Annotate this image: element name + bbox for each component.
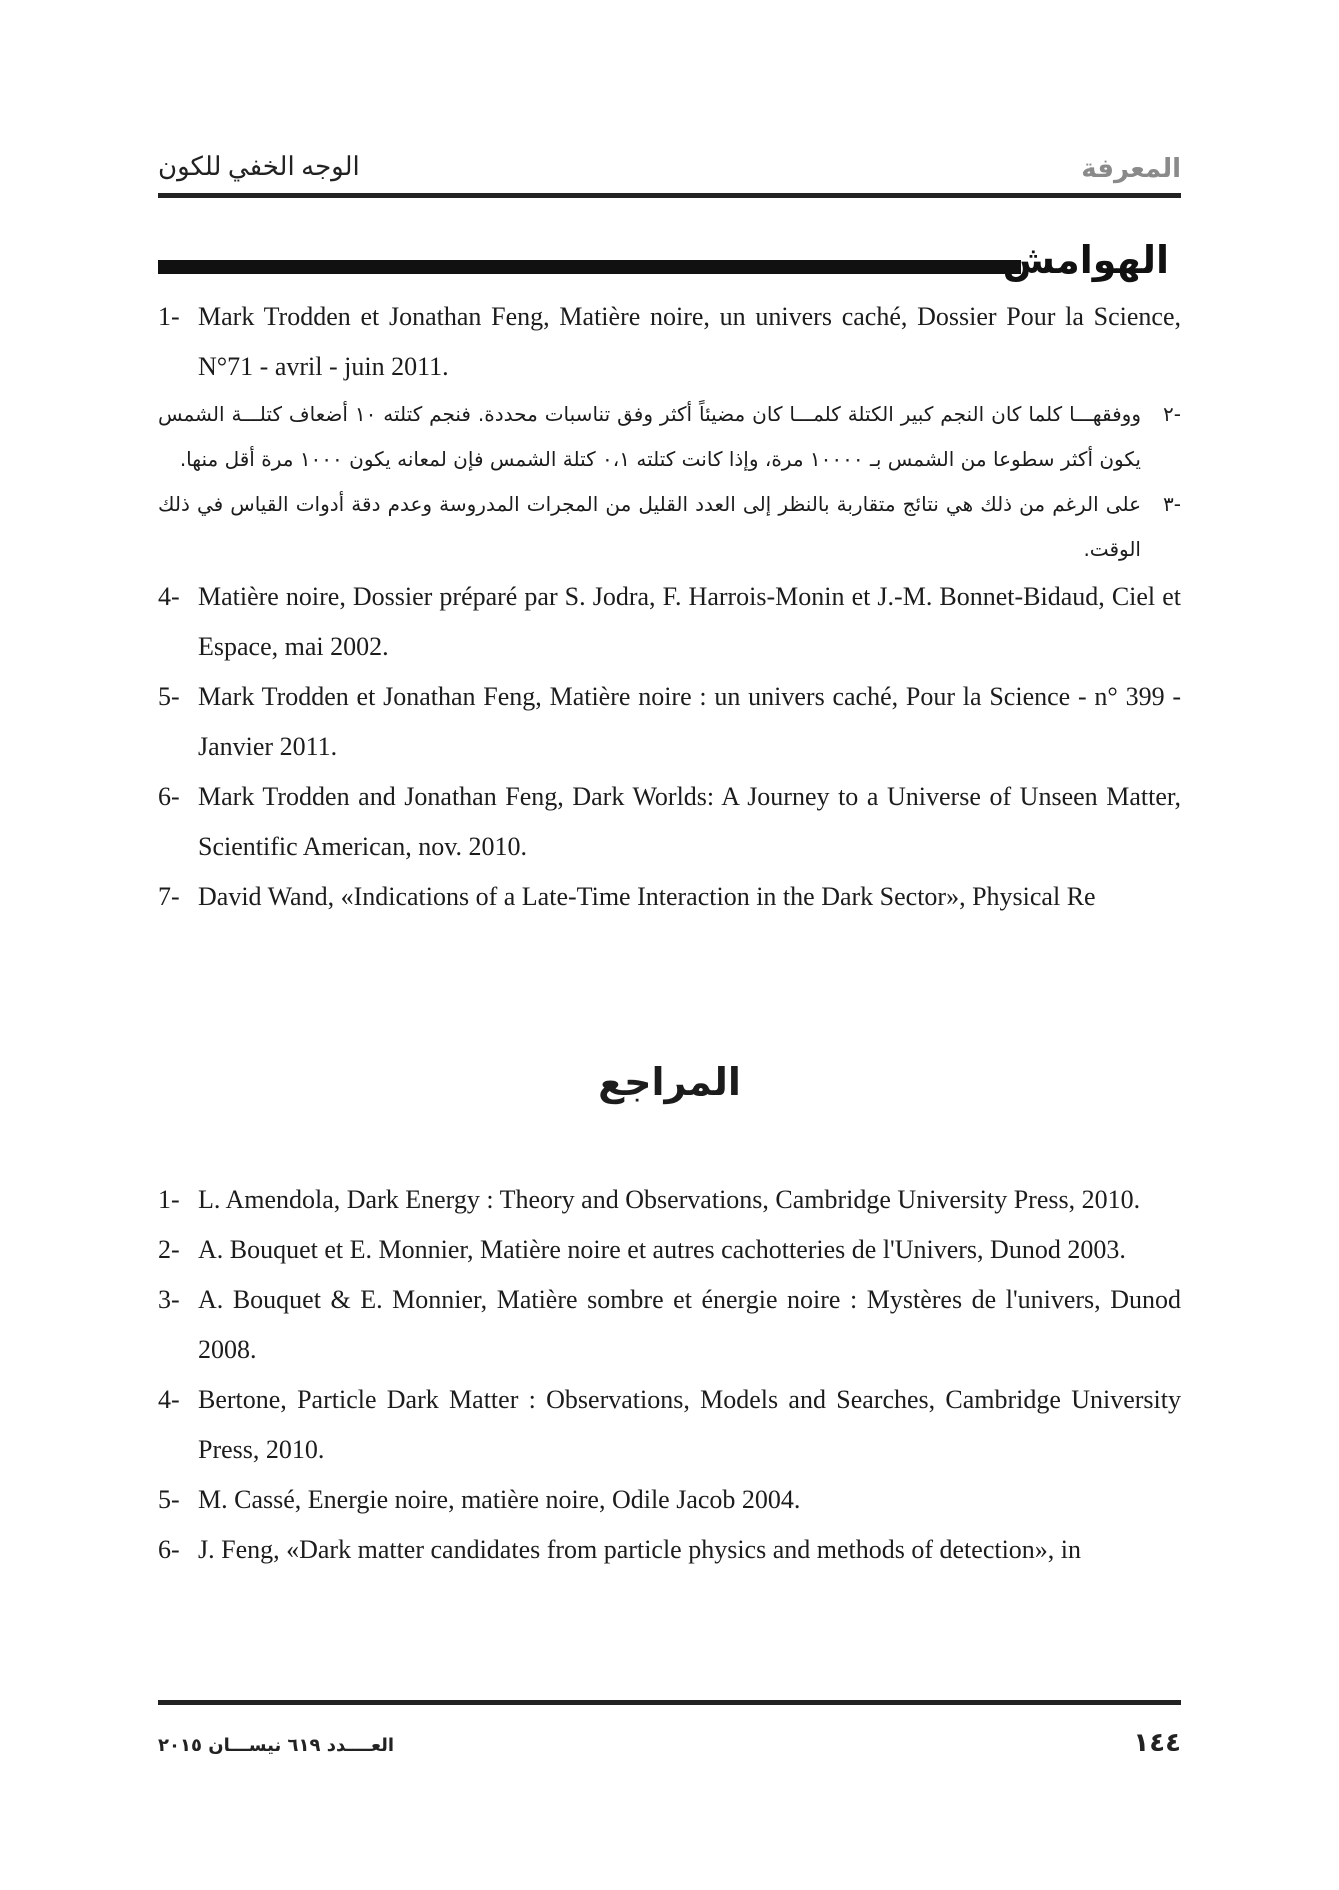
note-number: 6- — [158, 782, 180, 811]
note-item-arabic — [158, 482, 1181, 572]
page-header — [158, 148, 1181, 188]
reference-text: J. Feng, «Dark matter candidates from particle physics and methods of detection», in — [198, 1535, 1082, 1564]
note-text: Mark Trodden et Jonathan Feng, Matière noire : un univers caché, Pour la Science - n° 399 - Janvier 2011. — [198, 682, 1181, 761]
reference-number: 1- — [158, 1185, 180, 1214]
page-number: ١٤٤ — [1133, 1728, 1181, 1758]
note-number: 5- — [158, 682, 180, 711]
magazine-logo: المعرفة — [1081, 154, 1181, 184]
reference-item — [158, 1225, 1181, 1275]
reference-text: A. Bouquet & E. Monnier, Matière sombre et énergie noire : Mystères de l'univers, Dunod 2008. — [198, 1285, 1181, 1364]
reference-number: 4- — [158, 1385, 180, 1414]
note-item — [158, 772, 1181, 872]
reference-text: A. Bouquet et E. Monnier, Matière noire et autres cachotteries de l'Univers, Dunod 2003. — [198, 1235, 1126, 1264]
reference-number: 2- — [158, 1235, 180, 1264]
reference-item — [158, 1275, 1181, 1375]
running-title: الوجه الخفي للكون — [158, 152, 360, 181]
note-item-arabic — [158, 392, 1181, 482]
issue-info: العــــدد ٦١٩ نيســـان ٢٠١٥ — [158, 1735, 395, 1756]
note-text: David Wand, «Indications of a Late-Time Interaction in the Dark Sector», Physical Re — [198, 882, 1096, 911]
note-number: 7- — [158, 882, 180, 911]
note-item — [158, 672, 1181, 772]
references-list — [158, 1175, 1181, 1575]
references-title: المراجع — [598, 1060, 741, 1104]
note-text: ووفقهـــا كلما كان النجم كبير الكتلة كلمـــا كان مضيئاً أكثر وفق تناسبات محددة. فنجم كتلته ١٠ أضعاف كتلـــة الشمس يكون أكثر سطوعا من الشمس بـ ١٠٠٠٠ مرة، وإذا كانت كتلته ٠،١ كتلة الشمس فإن لمعانه يكون ١٠٠٠ مرة أقل منها. — [158, 402, 1141, 471]
note-text: Matière noire, Dossier préparé par S. Jodra, F. Harrois-Monin et J.-M. Bonnet-Bidaud, Ciel et Espace, mai 2002. — [198, 582, 1181, 661]
notes-heading-bar — [158, 260, 1021, 274]
notes-list — [158, 292, 1181, 922]
note-text: على الرغم من ذلك هي نتائج متقاربة بالنظر إلى العدد القليل من المجرات المدروسة وعدم دقة أدوات القياس في ذلك الوقت. — [158, 492, 1141, 561]
footer-rule — [158, 1700, 1181, 1705]
reference-text: Bertone, Particle Dark Matter : Observations, Models and Searches, Cambridge University Press, 2010. — [198, 1385, 1181, 1464]
notes-title: الهوامش — [1002, 238, 1169, 282]
note-text: Mark Trodden et Jonathan Feng, Matière noire, un univers caché, Dossier Pour la Science, N°71 - avril - juin 2011. — [198, 302, 1181, 381]
reference-number: 3- — [158, 1285, 180, 1314]
note-number: -٣ — [1163, 492, 1181, 516]
reference-number: 6- — [158, 1535, 180, 1564]
note-item — [158, 872, 1181, 922]
header-rule — [158, 193, 1181, 198]
note-number: 4- — [158, 582, 180, 611]
reference-item — [158, 1375, 1181, 1475]
notes-heading — [158, 238, 1181, 288]
note-text: Mark Trodden and Jonathan Feng, Dark Worlds: A Journey to a Universe of Unseen Matter, Scientific American, nov. 2010. — [198, 782, 1181, 861]
reference-number: 5- — [158, 1485, 180, 1514]
note-item — [158, 572, 1181, 672]
reference-text: M. Cassé, Energie noire, matière noire, Odile Jacob 2004. — [198, 1485, 801, 1514]
note-number: -٢ — [1163, 402, 1181, 426]
reference-item — [158, 1475, 1181, 1525]
note-number: 1- — [158, 302, 180, 331]
reference-text: L. Amendola, Dark Energy : Theory and Observations, Cambridge University Press, 2010. — [198, 1185, 1141, 1214]
note-item — [158, 292, 1181, 392]
reference-item — [158, 1525, 1181, 1575]
reference-item — [158, 1175, 1181, 1225]
